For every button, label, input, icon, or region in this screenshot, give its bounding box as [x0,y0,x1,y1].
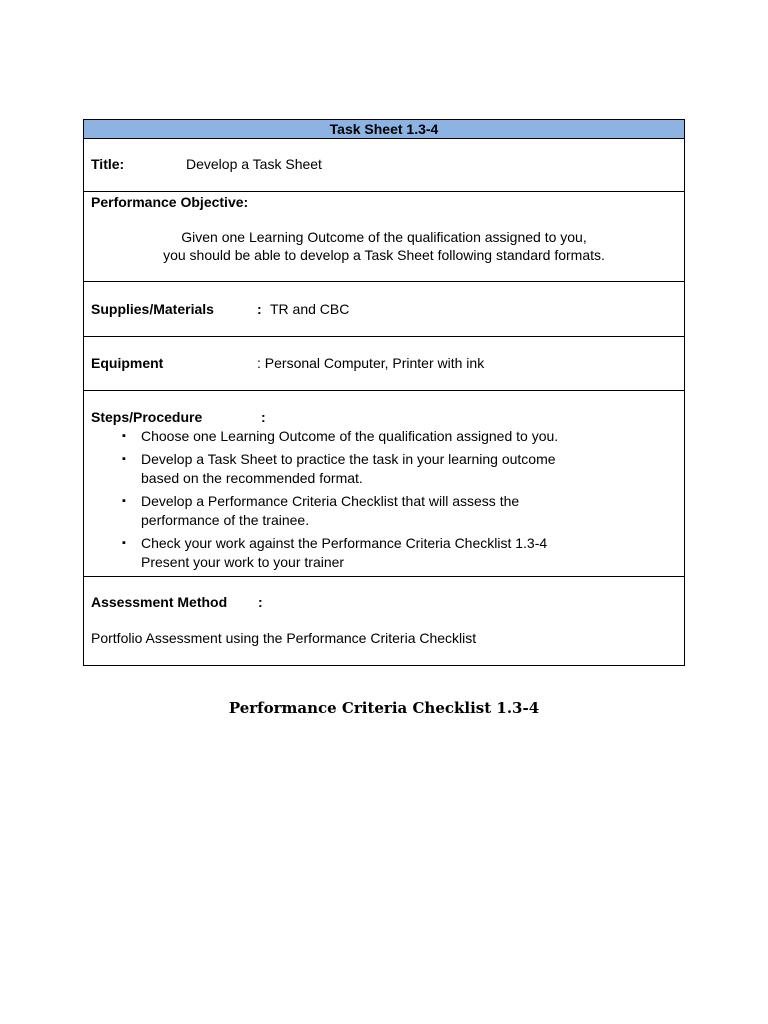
bullet-icon: ▪ [122,430,126,442]
title-row [84,139,684,192]
equipment-value: : Personal Computer, Printer with ink [257,355,485,371]
supplies-label: Supplies/Materials [91,301,214,317]
task-sheet-table [83,119,685,666]
assessment-value: Portfolio Assessment using the Performance Criteria Checklist [91,630,477,646]
list-item [122,427,611,446]
list-item [122,534,611,572]
bullet-icon: ▪ [122,495,126,507]
assessment-label: Assessment Method [91,594,228,610]
list-item [122,492,611,530]
assessment-colon: : [258,594,263,610]
bullet-icon: ▪ [122,453,126,465]
steps-list [122,427,611,576]
task-sheet-header: Task Sheet 1.3-4 [84,120,684,139]
title-label: Title: [91,156,125,172]
equipment-row [84,337,684,391]
steps-row [84,391,684,577]
supplies-colon: : [257,301,262,317]
objective-line-2: you should be able to develop a Task Sheet following standard formats. [163,247,605,263]
objective-line-1: Given one Learning Outcome of the qualification assigned to you, [181,229,587,245]
assessment-row [84,577,684,665]
steps-label: Steps/Procedure [91,409,203,425]
step-text: Check your work against the Performance Criteria Checklist 1.3-4 Present your work to your trainer [141,535,548,570]
bullet-icon: ▪ [122,537,126,549]
supplies-value: TR and CBC [270,301,350,317]
objective-row [84,192,684,282]
step-text: Develop a Performance Criteria Checklist that will assess the performance of the trainee. [141,493,520,528]
checklist-title: Performance Criteria Checklist 1.3-4 [228,699,540,717]
list-item [122,450,611,488]
objective-label: Performance Objective: [91,194,249,210]
title-value: Develop a Task Sheet [186,156,322,172]
step-text: Choose one Learning Outcome of the qualification assigned to you. [141,428,559,444]
step-text: Develop a Task Sheet to practice the task in your learning outcome based on the recommended format. [141,451,556,486]
steps-colon: : [261,409,266,425]
supplies-row [84,282,684,337]
equipment-label: Equipment [91,355,164,371]
